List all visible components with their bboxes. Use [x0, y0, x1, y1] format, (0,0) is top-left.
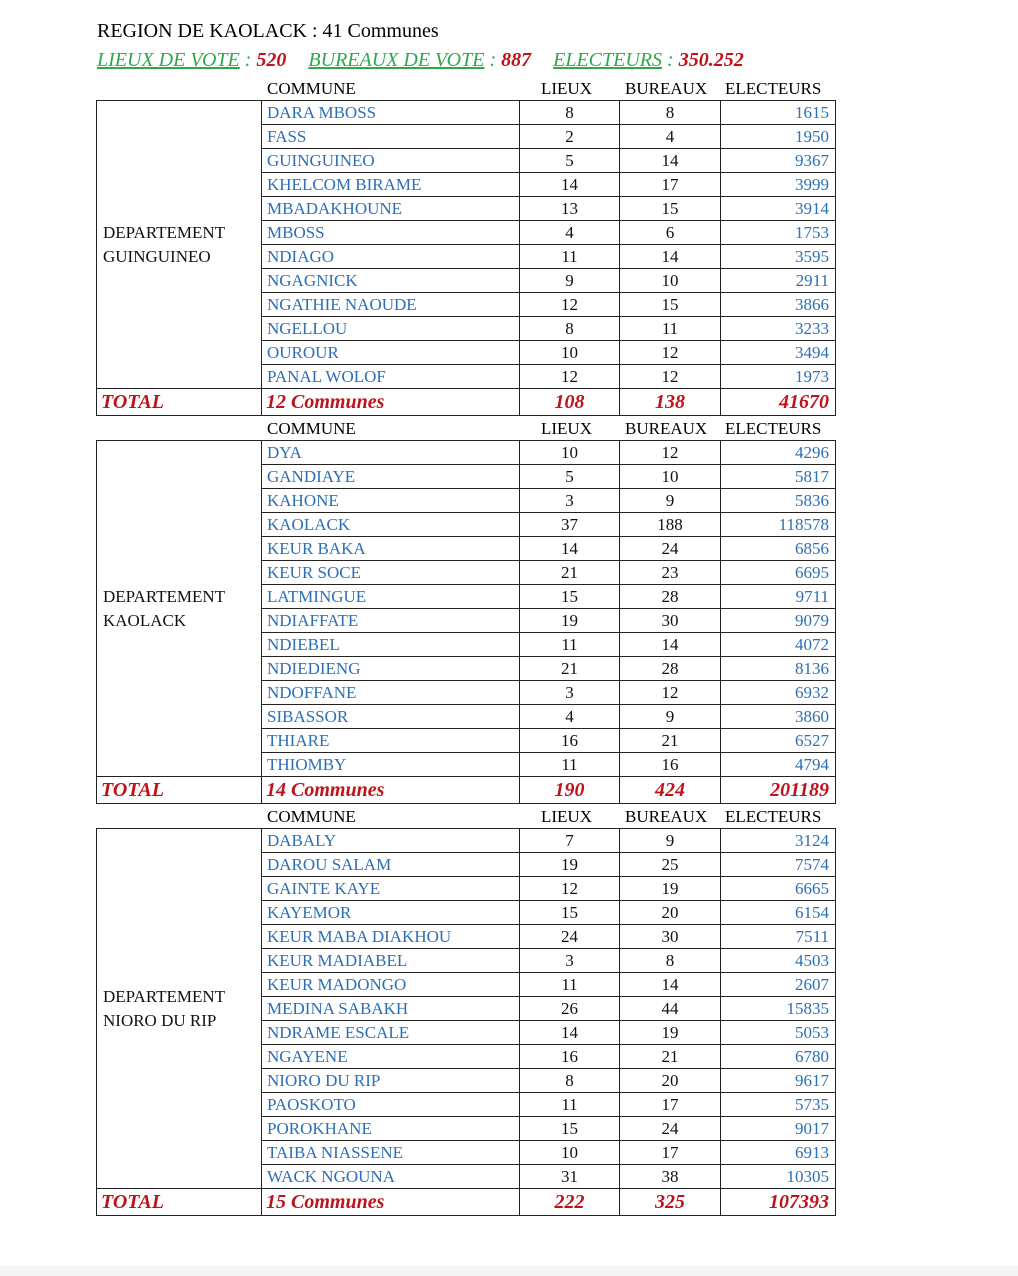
lieux-label: LIEUX DE VOTE: [97, 49, 240, 71]
electeurs-cell: 3494: [721, 341, 836, 365]
electeurs-cell: 2607: [721, 973, 836, 997]
column-header-lieux: LIEUX: [541, 807, 592, 826]
electeurs-cell: 3866: [721, 293, 836, 317]
bureaux-cell: 20: [620, 1069, 721, 1093]
column-header-row: [96, 418, 836, 440]
electeurs-cell: 6154: [721, 901, 836, 925]
departement-title: KAOLACK: [103, 610, 187, 630]
communes-table: [96, 440, 836, 804]
electeurs-label: ELECTEURS: [553, 49, 663, 71]
commune-cell: NGAYENE: [262, 1045, 520, 1069]
lieux-cell: 14: [520, 1021, 620, 1045]
commune-cell: NDIAGO: [262, 245, 520, 269]
electeurs-cell: 4503: [721, 949, 836, 973]
electeurs-cell: 4296: [721, 441, 836, 465]
electeurs-cell: 1615: [721, 101, 836, 125]
commune-cell: DARA MBOSS: [262, 101, 520, 125]
electeurs-cell: 6856: [721, 537, 836, 561]
electeurs-cell: 9017: [721, 1117, 836, 1141]
lieux-cell: 16: [520, 1045, 620, 1069]
bureaux-cell: 12: [620, 341, 721, 365]
column-header-bureaux: BUREAUX: [625, 419, 708, 438]
lieux-cell: 10: [520, 1141, 620, 1165]
electeurs-value: 350.252: [678, 49, 744, 71]
total-lieux: 222: [520, 1189, 620, 1216]
electeurs-cell: 118578: [721, 513, 836, 537]
bureaux-cell: 28: [620, 657, 721, 681]
bureaux-cell: 14: [620, 973, 721, 997]
commune-cell: DAROU SALAM: [262, 853, 520, 877]
commune-cell: NDIEBEL: [262, 633, 520, 657]
bureaux-colon: :: [484, 49, 502, 71]
bureaux-cell: 14: [620, 633, 721, 657]
commune-cell: GANDIAYE: [262, 465, 520, 489]
commune-cell: NIORO DU RIP: [262, 1069, 520, 1093]
departement-name: [97, 829, 262, 1189]
commune-cell: NDIEDIENG: [262, 657, 520, 681]
bureaux-cell: 12: [620, 441, 721, 465]
summary-line: [97, 48, 744, 72]
lieux-cell: 5: [520, 149, 620, 173]
lieux-cell: 11: [520, 245, 620, 269]
electeurs-cell: 3914: [721, 197, 836, 221]
page-title: REGION DE KAOLACK : 41 Communes: [97, 20, 439, 42]
electeurs-cell: 10305: [721, 1165, 836, 1189]
lieux-cell: 15: [520, 1117, 620, 1141]
bureaux-cell: 24: [620, 1117, 721, 1141]
column-header-row: [96, 78, 836, 100]
bureaux-cell: 17: [620, 1141, 721, 1165]
departement-section: [96, 806, 836, 1216]
bureaux-cell: 15: [620, 293, 721, 317]
lieux-cell: 3: [520, 489, 620, 513]
table-row: [97, 829, 836, 853]
bureaux-value: 887: [501, 49, 532, 71]
commune-cell: KEUR MADIABEL: [262, 949, 520, 973]
bureaux-cell: 10: [620, 269, 721, 293]
bureaux-cell: 9: [620, 829, 721, 853]
lieux-cell: 12: [520, 365, 620, 389]
commune-cell: FASS: [262, 125, 520, 149]
lieux-cell: 14: [520, 173, 620, 197]
lieux-value: 520: [256, 49, 287, 71]
commune-cell: NGATHIE NAOUDE: [262, 293, 520, 317]
total-label: TOTAL: [97, 777, 262, 804]
electeurs-cell: 1973: [721, 365, 836, 389]
commune-cell: SIBASSOR: [262, 705, 520, 729]
bureaux-label: BUREAUX DE VOTE: [308, 49, 485, 71]
bureaux-cell: 8: [620, 101, 721, 125]
departement-title: GUINGUINEO: [103, 246, 211, 266]
commune-cell: KAHONE: [262, 489, 520, 513]
total-lieux: 190: [520, 777, 620, 804]
lieux-cell: 11: [520, 973, 620, 997]
commune-cell: KEUR MADONGO: [262, 973, 520, 997]
lieux-cell: 3: [520, 681, 620, 705]
total-label: TOTAL: [97, 389, 262, 416]
lieux-cell: 15: [520, 585, 620, 609]
lieux-cell: 8: [520, 101, 620, 125]
commune-cell: NGAGNICK: [262, 269, 520, 293]
column-header-lieux: LIEUX: [541, 419, 592, 438]
electeurs-cell: 4794: [721, 753, 836, 777]
electeurs-cell: 6913: [721, 1141, 836, 1165]
electeurs-cell: 5735: [721, 1093, 836, 1117]
column-header-electeurs: ELECTEURS: [725, 419, 822, 438]
bureaux-cell: 12: [620, 365, 721, 389]
commune-cell: PAOSKOTO: [262, 1093, 520, 1117]
bureaux-cell: 19: [620, 1021, 721, 1045]
column-header-commune: COMMUNE: [267, 807, 356, 826]
commune-cell: KAOLACK: [262, 513, 520, 537]
lieux-cell: 8: [520, 317, 620, 341]
departement-title: NIORO DU RIP: [103, 1010, 217, 1030]
commune-cell: GUINGUINEO: [262, 149, 520, 173]
lieux-cell: 16: [520, 729, 620, 753]
commune-cell: KAYEMOR: [262, 901, 520, 925]
commune-cell: KEUR SOCE: [262, 561, 520, 585]
bureaux-cell: 16: [620, 753, 721, 777]
commune-cell: MEDINA SABAKH: [262, 997, 520, 1021]
commune-cell: MBOSS: [262, 221, 520, 245]
commune-cell: KHELCOM BIRAME: [262, 173, 520, 197]
bureaux-cell: 8: [620, 949, 721, 973]
bureaux-cell: 12: [620, 681, 721, 705]
bottom-band: [0, 1266, 1018, 1276]
bureaux-cell: 10: [620, 465, 721, 489]
column-header-electeurs: ELECTEURS: [725, 79, 822, 98]
bureaux-cell: 17: [620, 1093, 721, 1117]
lieux-cell: 2: [520, 125, 620, 149]
communes-table: [96, 828, 836, 1216]
electeurs-cell: 6932: [721, 681, 836, 705]
electeurs-cell: 5836: [721, 489, 836, 513]
lieux-cell: 7: [520, 829, 620, 853]
total-bureaux: 138: [620, 389, 721, 416]
lieux-cell: 11: [520, 633, 620, 657]
lieux-cell: 31: [520, 1165, 620, 1189]
departement-name: [97, 101, 262, 389]
bureaux-cell: 28: [620, 585, 721, 609]
commune-cell: TAIBA NIASSENE: [262, 1141, 520, 1165]
lieux-cell: 15: [520, 901, 620, 925]
electeurs-cell: 3233: [721, 317, 836, 341]
column-header-row: [96, 806, 836, 828]
electeurs-cell: 6527: [721, 729, 836, 753]
departement-section: [96, 418, 836, 804]
electeurs-cell: 2911: [721, 269, 836, 293]
column-header-lieux: LIEUX: [541, 79, 592, 98]
lieux-cell: 14: [520, 537, 620, 561]
commune-cell: DABALY: [262, 829, 520, 853]
bureaux-cell: 9: [620, 489, 721, 513]
commune-cell: THIARE: [262, 729, 520, 753]
electeurs-cell: 7511: [721, 925, 836, 949]
lieux-cell: 24: [520, 925, 620, 949]
commune-cell: KEUR BAKA: [262, 537, 520, 561]
lieux-cell: 4: [520, 221, 620, 245]
electeurs-cell: 6695: [721, 561, 836, 585]
commune-cell: THIOMBY: [262, 753, 520, 777]
total-electeurs: 107393: [721, 1189, 836, 1216]
electeurs-cell: 5053: [721, 1021, 836, 1045]
lieux-cell: 11: [520, 753, 620, 777]
electeurs-cell: 7574: [721, 853, 836, 877]
electeurs-cell: 1950: [721, 125, 836, 149]
commune-cell: DYA: [262, 441, 520, 465]
communes-table: [96, 100, 836, 416]
lieux-cell: 12: [520, 293, 620, 317]
commune-cell: OUROUR: [262, 341, 520, 365]
lieux-cell: 12: [520, 877, 620, 901]
lieux-colon: :: [239, 49, 257, 71]
commune-cell: NDIAFFATE: [262, 609, 520, 633]
lieux-cell: 19: [520, 609, 620, 633]
total-lieux: 108: [520, 389, 620, 416]
lieux-cell: 5: [520, 465, 620, 489]
commune-cell: GAINTE KAYE: [262, 877, 520, 901]
electeurs-cell: 5817: [721, 465, 836, 489]
lieux-cell: 21: [520, 657, 620, 681]
table-row: [97, 101, 836, 125]
electeurs-cell: 9367: [721, 149, 836, 173]
lieux-cell: 3: [520, 949, 620, 973]
total-row: [97, 777, 836, 804]
electeurs-cell: 1753: [721, 221, 836, 245]
bureaux-cell: 188: [620, 513, 721, 537]
total-label: TOTAL: [97, 1189, 262, 1216]
lieux-cell: 10: [520, 441, 620, 465]
lieux-cell: 13: [520, 197, 620, 221]
departement-label: DEPARTEMENT: [103, 986, 226, 1006]
bureaux-cell: 17: [620, 173, 721, 197]
electeurs-cell: 15835: [721, 997, 836, 1021]
departement-label: DEPARTEMENT: [103, 222, 226, 242]
bureaux-cell: 30: [620, 925, 721, 949]
column-header-electeurs: ELECTEURS: [725, 807, 822, 826]
total-bureaux: 325: [620, 1189, 721, 1216]
bureaux-cell: 23: [620, 561, 721, 585]
bureaux-cell: 20: [620, 901, 721, 925]
electeurs-cell: 9079: [721, 609, 836, 633]
bureaux-cell: 14: [620, 245, 721, 269]
bureaux-cell: 4: [620, 125, 721, 149]
total-electeurs: 41670: [721, 389, 836, 416]
column-header-commune: COMMUNE: [267, 419, 356, 438]
bureaux-cell: 25: [620, 853, 721, 877]
bureaux-cell: 11: [620, 317, 721, 341]
electeurs-cell: 8136: [721, 657, 836, 681]
total-electeurs: 201189: [721, 777, 836, 804]
departement-section: [96, 78, 836, 416]
total-communes: 15 Communes: [262, 1189, 520, 1216]
electeurs-cell: 3124: [721, 829, 836, 853]
electeurs-cell: 9617: [721, 1069, 836, 1093]
commune-cell: MBADAKHOUNE: [262, 197, 520, 221]
column-header-bureaux: BUREAUX: [625, 79, 708, 98]
bureaux-cell: 44: [620, 997, 721, 1021]
column-header-commune: COMMUNE: [267, 79, 356, 98]
bureaux-cell: 15: [620, 197, 721, 221]
lieux-cell: 10: [520, 341, 620, 365]
departement-label: DEPARTEMENT: [103, 586, 226, 606]
total-communes: 14 Communes: [262, 777, 520, 804]
lieux-cell: 26: [520, 997, 620, 1021]
commune-cell: LATMINGUE: [262, 585, 520, 609]
bureaux-cell: 21: [620, 1045, 721, 1069]
lieux-cell: 8: [520, 1069, 620, 1093]
bureaux-cell: 38: [620, 1165, 721, 1189]
total-bureaux: 424: [620, 777, 721, 804]
electeurs-cell: 3860: [721, 705, 836, 729]
bureaux-cell: 30: [620, 609, 721, 633]
bureaux-cell: 24: [620, 537, 721, 561]
electeurs-cell: 9711: [721, 585, 836, 609]
table-row: [97, 441, 836, 465]
commune-cell: WACK NGOUNA: [262, 1165, 520, 1189]
electeurs-cell: 3999: [721, 173, 836, 197]
bureaux-cell: 19: [620, 877, 721, 901]
commune-cell: NDOFFANE: [262, 681, 520, 705]
total-row: [97, 1189, 836, 1216]
total-communes: 12 Communes: [262, 389, 520, 416]
lieux-cell: 9: [520, 269, 620, 293]
bureaux-cell: 21: [620, 729, 721, 753]
bureaux-cell: 14: [620, 149, 721, 173]
lieux-cell: 11: [520, 1093, 620, 1117]
commune-cell: NDRAME ESCALE: [262, 1021, 520, 1045]
electeurs-cell: 6665: [721, 877, 836, 901]
bureaux-cell: 9: [620, 705, 721, 729]
commune-cell: POROKHANE: [262, 1117, 520, 1141]
electeurs-cell: 6780: [721, 1045, 836, 1069]
bureaux-cell: 6: [620, 221, 721, 245]
commune-cell: KEUR MABA DIAKHOU: [262, 925, 520, 949]
electeurs-cell: 3595: [721, 245, 836, 269]
lieux-cell: 4: [520, 705, 620, 729]
electeurs-cell: 4072: [721, 633, 836, 657]
lieux-cell: 19: [520, 853, 620, 877]
electeurs-colon: :: [662, 49, 679, 71]
departement-name: [97, 441, 262, 777]
column-header-bureaux: BUREAUX: [625, 807, 708, 826]
total-row: [97, 389, 836, 416]
commune-cell: NGELLOU: [262, 317, 520, 341]
commune-cell: PANAL WOLOF: [262, 365, 520, 389]
lieux-cell: 21: [520, 561, 620, 585]
lieux-cell: 37: [520, 513, 620, 537]
